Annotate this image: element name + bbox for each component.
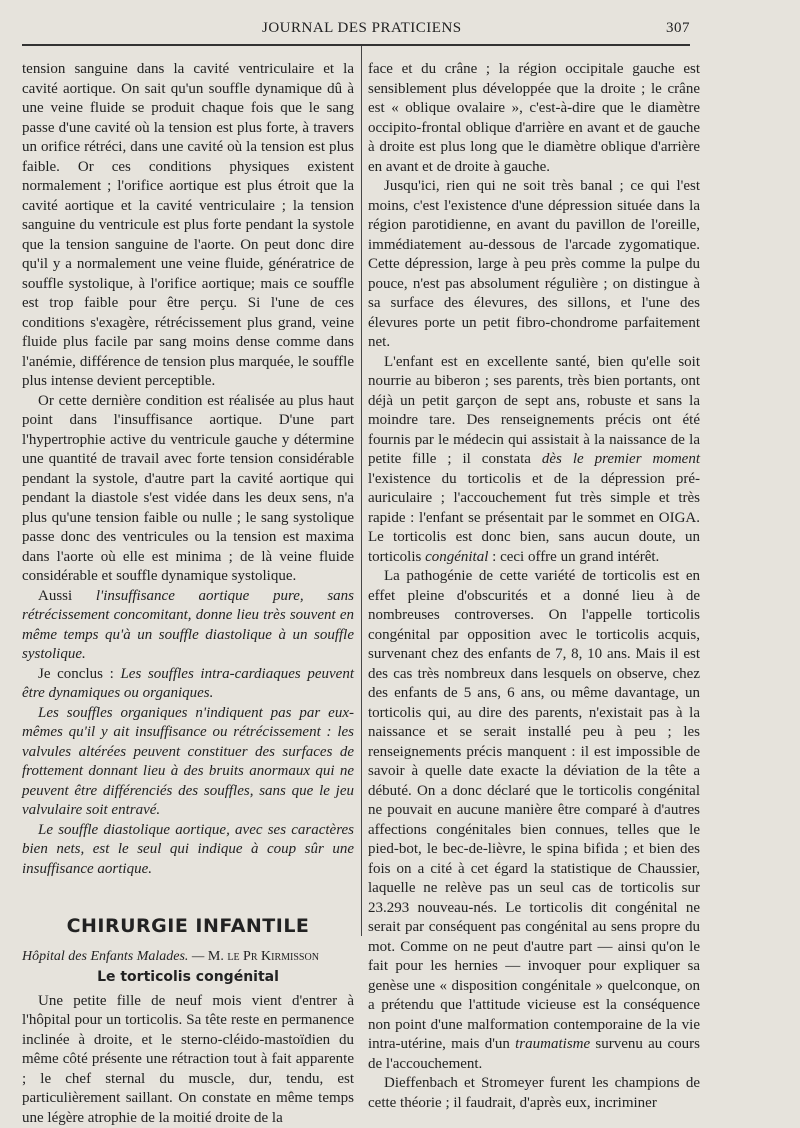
paragraph <box>22 587 354 665</box>
article-title: Le torticolis congénital <box>22 968 354 988</box>
byline-hospital: Hôpital des Enfants Malades. — <box>22 949 208 964</box>
paragraph <box>368 353 700 568</box>
paragraph: Dieffenbach et Stromeyer furent les champions de cette théorie ; il faudrait, d'après eux, incriminer <box>368 1074 700 1113</box>
text-run: : ceci offre un grand intérêt. <box>488 549 659 565</box>
byline <box>22 947 354 967</box>
byline-author: M. le Pr Kirmisson <box>208 949 319 964</box>
text-run: Aussi <box>38 588 96 604</box>
paragraph: Jusqu'ici, rien qui ne soit très banal ; ce qui l'est moins, c'est l'existence d'une dépression située dans la région parotidienne, en avant du pavillon de l'oreille, immédiatement au-dessous de l'arcade zygomatique. Cette dépression, large à peu près comme la pulpe du pouce, n'est pas absolument régulière ; on distingue à sa surface des élevures, des sillons, et l'une des élevures porte un petit fibro-chondrome parfaitement net. <box>368 177 700 353</box>
text-run: Je conclus : <box>38 666 120 682</box>
paragraph: Le souffle diastolique aortique, avec ses caractères bien nets, est le seul qui indique à coup sûr une insuffisance aortique. <box>22 821 354 880</box>
left-column <box>22 60 354 1128</box>
page-number: 307 <box>666 20 690 37</box>
italic-text: Les souffles intra-cardiaques peuvent être dynamiques ou organiques. <box>22 666 354 702</box>
header-rule <box>22 44 690 46</box>
journal-title: JOURNAL DES PRATICIENS <box>262 20 462 37</box>
section-title: CHIRURGIE INFANTILE <box>22 917 354 937</box>
text-run: survenu au cours de l'accouchement. <box>368 1036 700 1072</box>
italic-text: traumatisme <box>515 1036 590 1052</box>
column-divider <box>361 46 362 936</box>
page-header <box>22 14 690 38</box>
paragraph: Une petite fille de neuf mois vient d'entrer à l'hôpital pour un torticolis. Sa tête reste en permanence inclinée à droite, et le sterno-cléido-mastoïdien du même côté présente une rétraction tout à fait apparente ; le chef sternal du muscle, dur, tendu, est particulièrement saillant. On constate en même temps une légère atrophie de la moitié droite de la <box>22 992 354 1128</box>
paragraph <box>368 567 700 1074</box>
text-run: La pathogénie de cette variété de torticolis est en effet pleine d'obscurités et a donné lieu à de nombreuses controverses. On l'appelle torticolis congénital par opposition avec le torticolis acquis, survenant chez des enfants de 7, 8, 10 ans. Mais il est des cas très nombreux dans lesquels on observe, chez des enfants de 5 ans, 6 ans, ou même davantage, un torticolis qui, au dire des parents, n'existait pas à la naissance et se serait installé peu à peu ; les renseignements précis manquent : il est impossible de savoir à quelle date exacte la déviation de la tête a débuté. On a donc déclaré que le torticolis congénital ne pouvait en aucune manière être comparé à d'autres affections congénitales bien connues, telles que le pied-bot, le bec-de-lièvre, le spina bifida ; et bien des fois on a cité à cet égard la statistique de Chaussier, laquelle ne relève pas un seul cas de torticolis sur 23.293 nouveau-nés. Le torticolis dit congénital ne serait par conséquent pas congénital au sens propre du mot. Comme on ne peut d'autre part — ainsi qu'on le fait pour les hernies — invoquer pour expliquer sa genèse une « disposition congénitale » quelconque, on a prétendu que l'attitude vicieuse est la conséquence non point d'une malformation contemporaine de la vie intra-utérine, mais d'un <box>368 568 700 1052</box>
paragraph: tension sanguine dans la cavité ventriculaire et la cavité aortique. On sait qu'un souffle dynamique dû à une veine fluide se produit chaque fois que le sang passe d'une cavité où la tension est plus forte, à travers un orifice rétréci, dans une cavité où la tension est plus faible. Or ces conditions physiques existent normalement ; l'orifice aortique est plus étroit que la cavité aortique et la cavité ventriculaire ; la tension sanguine du ventricule est plus forte pendant la systole que la tension sanguine de l'aorte. On peut donc dire qu'il y a normalement une veine fluide, génératrice de souffle systolique, à l'orifice aortique; mais ce souffle est trop faible pour être perçu. Si l'une de ces conditions s'exagère, rétrécissement plus grand, veine fluide plus facile par sang moins dense comme dans l'anémie, différence de tension plus marquée, le souffle plus intense devient perceptible. <box>22 60 354 392</box>
paragraph: face et du crâne ; la région occipitale gauche est sensiblement plus développée que la droite ; le crâne est « oblique ovalaire », c'est-à-dire que le diamètre occipito-frontal oblique d'arrière en avant et de gauche à droite est plus long que le diamètre oblique d'arrière en avant et de droite à gauche. <box>368 60 700 177</box>
right-column <box>368 60 700 1113</box>
italic-text: congénital <box>425 549 488 565</box>
text-run: l'existence du torticolis et de la dépression pré-auriculaire ; l'accouchement fut très simple et très rapide : l'enfant se présentait par le sommet en OIGA. Le torticolis est donc bien, sans aucun doute, un torticolis <box>368 471 700 565</box>
paragraph: Les souffles organiques n'indiquent pas par eux-mêmes qu'il y ait insuffisance ou rétrécissement : les valvules altérées peuvent constituer des surfaces de frottement donnant lieu à des bruits anormaux qui ne peuvent être différenciés des souffles, sans que le jeu valvulaire soit entravé. <box>22 704 354 821</box>
paragraph <box>22 665 354 704</box>
italic-text: l'insuffisance aortique pure, sans rétrécissement concomitant, donne lieu très souvent en même temps qu'à un souffle diastolique à un souffle systolique. <box>22 588 354 663</box>
text-run: L'enfant est en excellente santé, bien qu'elle soit nourrie au biberon ; ses parents, très bien portants, ont déjà un petit garçon de sept ans, robuste et sans la moindre tare. Des renseignements précis ont été fournis par le médecin qui assistait à la naissance de la petite fille ; il constata <box>368 354 700 468</box>
italic-text: dès le premier moment <box>542 451 700 467</box>
paragraph: Or cette dernière condition est réalisée au plus haut point dans l'insuffisance aortique. D'une part l'hypertrophie active du ventricule gauche y détermine une quantité de travail avec forte tension considérable pendant la systole, d'autre part la cavité aortique qui pendant la diastole s'est vidée dans les deux sens, n'a plus qu'une tension faible ou nulle ; le sang systolique passe donc des ventricules ou la tension est maxima dans l'aorte où elle est minima ; de là veine fluide considérable et souffle dynamique systolique. <box>22 392 354 587</box>
